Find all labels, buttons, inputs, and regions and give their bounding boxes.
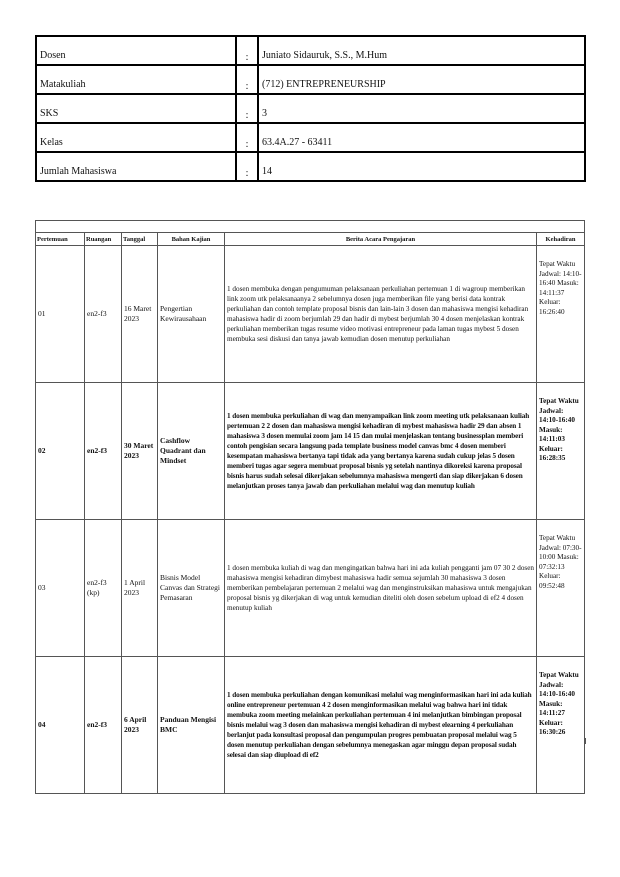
cell-pertemuan: 01 bbox=[36, 246, 85, 383]
cell-pertemuan: 02 bbox=[36, 383, 85, 520]
info-label: SKS bbox=[36, 94, 236, 123]
teaching-log-table bbox=[35, 220, 585, 794]
cell-pertemuan: 04 bbox=[36, 657, 85, 794]
info-colon: : bbox=[236, 94, 258, 123]
info-value: (712) ENTREPRENEURSHIP bbox=[258, 65, 585, 94]
cell-ruangan: en2-f3 bbox=[85, 383, 122, 520]
header-ruangan: Ruangan bbox=[85, 233, 122, 246]
info-row-sks bbox=[36, 94, 585, 123]
info-value: 14 bbox=[258, 152, 585, 181]
cell-berita-acara: 1 dosen membuka perkuliahan dengan komunikasi melalui wag menginformasikan hari ini ada kuliah online entrepreneur pertemuan 4 2 dosen menginformasikan melalui wag bahwa hari ini tidak membuka zoom meeting melainkan perkuliahan pertemuan 4 ini melanjutkan bimbingan proposal bisnis melalui wag 3 dosen dan mahasiswa mengisi kehadiran di mybest elearning 4 perkuliahan berlanjut pada konsultasi proposal dan pengumpulan progres pembuatan proposal melalui wag 5 dosen menutup perkuliahan dengan sebelumnya menegaskan agar minggu depan proposal sudah selesai dan siap diupload di ef2 bbox=[225, 657, 537, 794]
header-berita-acara: Berita Acara Pengajaran bbox=[225, 233, 537, 246]
header-bahan-kajian: Bahan Kajian bbox=[158, 233, 225, 246]
info-colon: : bbox=[236, 65, 258, 94]
cell-tanggal: 6 April 2023 bbox=[122, 657, 158, 794]
cell-tanggal: 1 April 2023 bbox=[122, 520, 158, 657]
cell-kehadiran: Tepat Waktu Jadwal: 14:10-16:40 Masuk: 14:11:37 Keluar: 16:26:40 bbox=[537, 246, 585, 383]
cell-bahan-kajian: Bisnis Model Canvas dan Strategi Pemasaran bbox=[158, 520, 225, 657]
table-continuation bbox=[35, 738, 586, 744]
cell-tanggal: 30 Maret 2023 bbox=[122, 383, 158, 520]
header-kehadiran: Kehadiran bbox=[537, 233, 585, 246]
info-label: Dosen bbox=[36, 36, 236, 65]
cell-bahan-kajian: Pengertian Kewirausahaan bbox=[158, 246, 225, 383]
cell-pertemuan: 03 bbox=[36, 520, 85, 657]
info-label: Jumlah Mahasiswa bbox=[36, 152, 236, 181]
table-row bbox=[36, 246, 585, 383]
cell-tanggal: 16 Maret 2023 bbox=[122, 246, 158, 383]
cell-ruangan: en2-f3 bbox=[85, 246, 122, 383]
cell-bahan-kajian: Cashflow Quadrant dan Mindset bbox=[158, 383, 225, 520]
cell-berita-acara: 1 dosen membuka dengan pengumuman pelaksanaan perkuliahan pertemuan 1 di wagroup memberikan link zoom utk pelaksanaanya 2 sebelumnya dosen juga memberikan file yang berisi data kontrak perkuliahan dan contoh template proposal bisnis dan lain-lain 3 dosen dan mahasiswa mengisi kehadiran mahasiswa hadir di zoom berjumlah 29 dan hadir di mybest berjumlah 30 4 dosen menjelaskan kontrak perkuliahan memberikan tugas resume video motivasi entrepreneur pada laman tugas mybest 5 dosen membuka sesi diskusi dan tanya jawab kemudian dosen menutup perkuliahan bbox=[225, 246, 537, 383]
info-value: 3 bbox=[258, 94, 585, 123]
info-row-dosen bbox=[36, 36, 585, 65]
info-label: Matakuliah bbox=[36, 65, 236, 94]
info-colon: : bbox=[236, 152, 258, 181]
table-row bbox=[36, 520, 585, 657]
table-header-row bbox=[36, 233, 585, 246]
table-top-strip bbox=[36, 221, 585, 233]
cell-ruangan: en2-f3 (kp) bbox=[85, 520, 122, 657]
info-value: 63.4A.27 - 63411 bbox=[258, 123, 585, 152]
course-info-table bbox=[35, 35, 586, 182]
header-pertemuan: Pertemuan bbox=[36, 233, 85, 246]
info-row-matakuliah bbox=[36, 65, 585, 94]
info-label: Kelas bbox=[36, 123, 236, 152]
info-value: Juniato Sidauruk, S.S., M.Hum bbox=[258, 36, 585, 65]
table-row bbox=[36, 383, 585, 520]
info-row-jumlah-mahasiswa bbox=[36, 152, 585, 181]
info-colon: : bbox=[236, 123, 258, 152]
cell-berita-acara: 1 dosen membuka kuliah di wag dan mengingatkan bahwa hari ini ada kuliah pengganti jam 07 30 2 dosen mahasiswa mengisi kehadiran dimybest mahasiswa hadir semua sejumlah 30 mahasiswa 3 dosen memberikan pembelajaran pertemuan 2 melalui wag dan menginstruksikan mahasiswa untuk mengajukan proposal bisnis yg dikerjakan di wag untuk kemudian diteliti oleh dosen sebelum upload di ef2 4 dosen menutup kuliah bbox=[225, 520, 537, 657]
header-tanggal: Tanggal bbox=[122, 233, 158, 246]
cell-kehadiran: Tepat Waktu Jadwal: 14:10-16:40 Masuk: 14:11:27 Keluar: 16:30:26 bbox=[537, 657, 585, 794]
cell-kehadiran: Tepat Waktu Jadwal: 14:10-16:40 Masuk: 14:11:03 Keluar: 16:28:35 bbox=[537, 383, 585, 520]
cell-ruangan: en2-f3 bbox=[85, 657, 122, 794]
info-colon: : bbox=[236, 36, 258, 65]
cell-kehadiran: Tepat Waktu Jadwal: 07:30-10:00 Masuk: 07:32:13 Keluar: 09:52:48 bbox=[537, 520, 585, 657]
cell-bahan-kajian: Panduan Mengisi BMC bbox=[158, 657, 225, 794]
cell-berita-acara: 1 dosen membuka perkuliahan di wag dan menyampaikan link zoom meeting utk pelaksanaan kuliah pertemuan 2 2 dosen dan mahasiswa mengisi kehadiran di mybest mahasiswa hadir 29 dan absen 1 mahasiswa 3 dosen memulai zoom jam 14 15 dan mulai menjelaskan tentang businessplan memberi contoh pengisian secara langsung pada template business model canvas bmc 4 dosen memberi kesempatan mahasiswa bertanya tapi tidak ada yang bertanya karena sudah cukup jelas 5 dosen memberi tugas agar segera membuat proposal bisnis yg setelah nantinya dikoreksi karena proposal bisnis harus sudah selesai dikerjakan sebelumnya mahasiswa mengerti dan siap dikerjakan 6 dosen melanjutkan proses tanya jawab dan perkuliahan melalui wag dan menutup kuliah bbox=[225, 383, 537, 520]
info-row-kelas bbox=[36, 123, 585, 152]
table-row bbox=[36, 657, 585, 794]
